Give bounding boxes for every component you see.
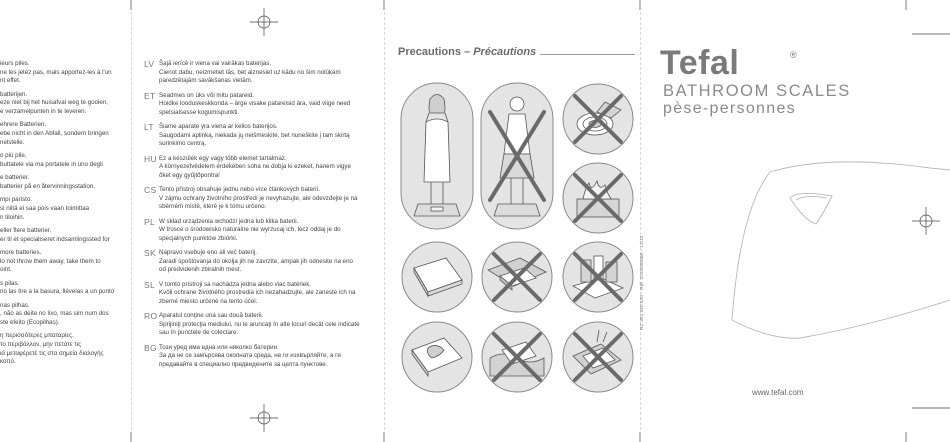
precaution-tile-5 <box>400 240 474 319</box>
wet-surface-forbidden-icon <box>561 82 635 156</box>
title-rule <box>540 54 635 55</box>
precaution-tile-6 <box>480 240 554 319</box>
text-block: η περισσότερες μπαταρίες. το περιβάλλον, μην πετάτε τις ιά μεταφέρετέ τις στα σημεία διαλογής κοπό. <box>0 332 104 366</box>
cleaning-products-forbidden-icon <box>561 240 635 314</box>
lang-block-ro: RO Aparatul conţine una sau două baterii. Sprijiniţi protecţia mediului, nu le aruncaţi în alte locuri decât cele indicate sau în punctele de colectare. <box>144 311 360 337</box>
text-block: nas pilhas. , não as deite no lixo, mas sim num dos ste efeito (Ecopilhas). <box>0 301 109 326</box>
precaution-tile-9 <box>480 320 554 399</box>
water-immersion-forbidden-icon <box>480 320 554 394</box>
battery-disposal-text-column <box>144 60 378 375</box>
precautions-title: Precautions – Précautions <box>398 46 537 58</box>
lang-block-pl: PL W skład urządzenia wchodzi jedna lub kilka baterii. W trosce o środowisko naturalne nie wyrzucaj ich, lecz oddaj je do specjalnych punktów zbiórki. <box>144 216 341 242</box>
person-towel-allowed-icon <box>400 82 474 230</box>
language-code: RO <box>144 311 158 321</box>
language-code: PL <box>144 216 155 227</box>
text-block: eller flere batterier. er til et specialiseret indsamlingssted for <box>0 226 110 243</box>
text-block: ehrere Batterien. ebe nicht in den Abfall, sondern bringen nelstelle. <box>0 121 109 146</box>
hot-surface-forbidden-icon <box>561 161 635 235</box>
lang-block-sk: SK Napravo vsebuje eno ali več baterij. Zaradi spoštovanja do okolja jih ne zavrzite, ampak jih odnesite na eno od predvidenih zbiralnih mest. <box>144 248 353 274</box>
lang-block-lv: LV Šajā ierīcē ir viena vai vairākas baterijas. Cienot dabu, neizmetiet tās, bet aiznesiet uz kādu no šim nolūkam paredzētajām savākšanas vietām. <box>144 59 341 85</box>
text-block: mpi paristo. si niitä ei saa pois vaan toimittaa n tiloihin. <box>0 196 90 221</box>
website-url[interactable]: www.tefal.com <box>752 388 804 397</box>
precaution-tile-3 <box>561 82 635 161</box>
product-title: BATHROOM SCALES <box>663 82 851 100</box>
precaution-tile-8 <box>400 320 474 399</box>
person-clothed-forbidden-icon <box>480 82 554 230</box>
precaution-tile-2 <box>480 82 554 235</box>
registration-mark-right <box>912 207 940 235</box>
text-block: e batterier. batterier på en återvinningsstation. <box>0 174 95 190</box>
language-code: LV <box>144 59 155 69</box>
language-code: ET <box>144 90 156 101</box>
cleaning-cloth-icon <box>400 320 474 394</box>
reference-code: RC 301 520 920 – Ref. 2015900668 – 12/10 <box>640 235 645 330</box>
dropping-scale-forbidden-icon <box>561 320 635 394</box>
text-block: o più pile. buttatele via ma portatele in uno degli <box>0 152 103 168</box>
multilingual-text-column-cut <box>0 60 128 372</box>
language-code: LT <box>144 122 154 132</box>
precaution-tile-1 <box>400 82 474 235</box>
brand-logo: Tefal <box>660 44 740 82</box>
product-subtitle: pèse-personnes <box>663 100 796 117</box>
registration-mark-top <box>250 8 278 36</box>
language-code: SL <box>144 279 155 290</box>
precaution-tile-7 <box>561 240 635 319</box>
fold-line <box>131 12 132 430</box>
scale-outline-illustration <box>720 150 950 360</box>
soft-carpet-forbidden-icon <box>480 240 554 314</box>
registered-mark: ® <box>790 50 797 60</box>
lang-block-cs: CS Tento přístroj obsahuje jednu nebo více článkových baterií. V zájmu ochrany životního prostředí je nevyhazujte, ale odevzdejte je na sběrném místě, které je k tomu určeno. <box>144 185 358 211</box>
scale-top-view-icon <box>400 240 474 314</box>
lang-block-bg: BG Този уред има една или няколко батерии. За да не се замърсява околната среда, не ги изхвърляйте, а ги предавайте в специално предвидените за целта пунктове. <box>144 342 341 368</box>
language-code: HU <box>144 153 157 164</box>
language-code: CS <box>144 185 157 195</box>
lang-block-lt: LT Šiame aparate yra viena ar kelios baterijos. Saugodami aplinką, niekada jų neišmeskite, bet nuneškite į tam skirtą surinkimo centrą. <box>144 122 350 148</box>
language-code: SK <box>144 248 156 258</box>
fold-line <box>384 12 385 430</box>
fold-line <box>640 12 641 430</box>
lang-block-et: ET Seadmes on üks või mitu patareid. Hoidke looduskeskkonda – ärge visake patareisid ära, vaid viige need spetsialsesse kogumispunkti. <box>144 90 351 116</box>
lang-block-hu: HU Ez a készülék egy vagy több elemet tartalmaz. A környezetvédelem érdekében soha ne dobja ki ezeket, hanem vigye őket egy gyűjtőpontra! <box>144 153 351 179</box>
precaution-tile-4 <box>561 161 635 240</box>
language-code: BG <box>144 342 157 353</box>
lang-block-sl: SL V tomto prístroji sa nachádza jedna alebo viac batériek. Kvôli ochrane životného prostredia ich nezahadzujte, ale zaneste ich na zberné miesto určené na tento účel. <box>144 279 356 305</box>
text-block: more batteries. lo not throw them away, take them to oint. <box>0 248 101 274</box>
registration-mark-bottom <box>250 404 278 432</box>
text-block: ieurs piles. ne les jetez pas, mais apportez-les à l'un nt effet. <box>0 60 112 85</box>
precaution-tile-10 <box>561 320 635 399</box>
text-block: batterijen. eze niet bij het huisafval weg te gooien, e verzamelpunten in te leveren. <box>0 90 109 116</box>
text-block: s pilas. no las tire a la basura, llévelas a un punto <box>0 279 115 296</box>
